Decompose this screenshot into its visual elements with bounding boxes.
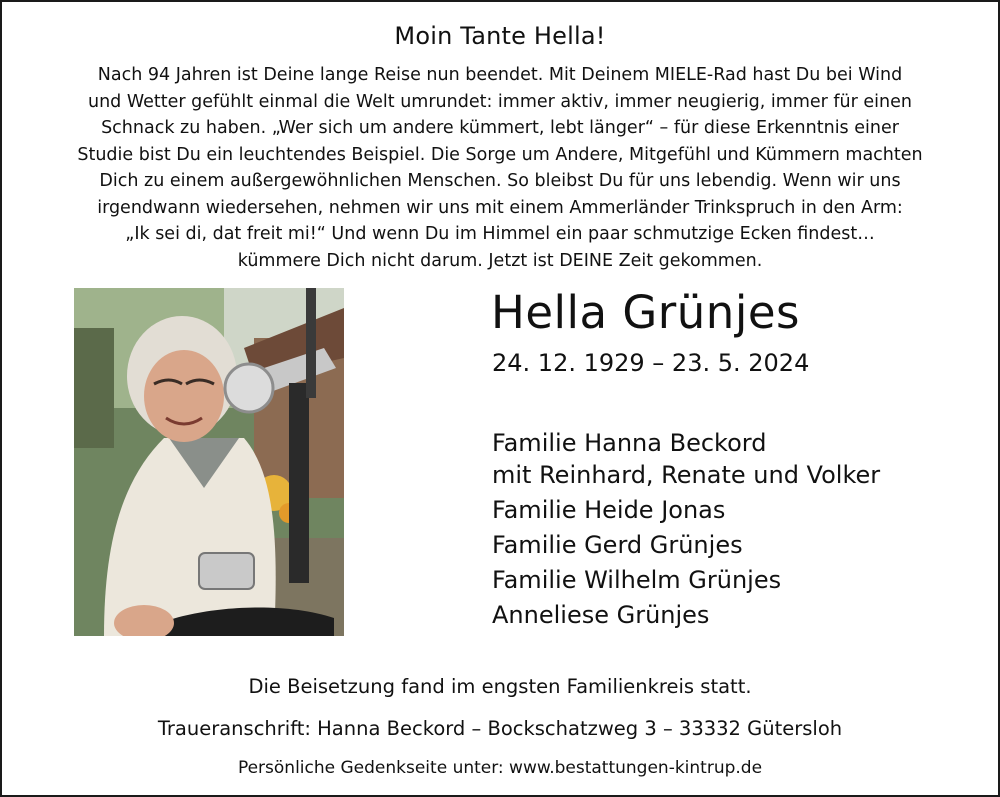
mourners-list <box>492 427 880 634</box>
mourner-name: Familie Hanna Beckord <box>492 429 767 457</box>
tribute-line: irgendwann wiedersehen, nehmen wir uns mit einem Ammerländer Trinkspruch in den Arm: <box>97 197 903 218</box>
tribute-line: Schnack zu haben. „Wer sich um andere kümmert, lebt länger“ – für diese Erkenntnis einer <box>101 118 899 138</box>
mourner-name: Anneliese Grünjes <box>492 601 710 629</box>
mourner-entry <box>492 529 880 561</box>
tribute-line: Studie bist Du ein leuchtendes Beispiel. Die Sorge um Andere, Mitgefühl und Kümmern machten <box>77 144 923 165</box>
mourner-entry <box>492 564 880 596</box>
memorial-page-link[interactable]: Persönliche Gedenkseite unter: www.bestattungen-kintrup.de <box>237 758 763 778</box>
greeting-heading: Moin Tante Hella! <box>394 22 606 50</box>
mourner-entry <box>492 599 880 631</box>
tribute-line: „Ik sei di, dat freit mi!“ Und wenn Du im Himmel ein paar schmutzige Ecken findest… <box>125 224 875 244</box>
burial-note: Die Beisetzung fand im engsten Familienkreis statt. <box>248 675 752 698</box>
mourner-members: mit Reinhard, Renate und Volker <box>492 461 881 489</box>
tribute-text <box>42 62 958 274</box>
mourning-address: Traueranschrift: Hanna Beckord – Bockschatzweg 3 – 33332 Gütersloh <box>157 717 843 740</box>
mourner-name: Familie Heide Jonas <box>492 496 726 524</box>
life-dates: 24. 12. 1929 – 23. 5. 2024 <box>492 349 810 377</box>
mourner-name: Familie Gerd Grünjes <box>492 531 743 559</box>
mourner-name: Familie Wilhelm Grünjes <box>492 566 782 594</box>
tribute-line: und Wetter gefühlt einmal die Welt umrundet: immer aktiv, immer neugierig, immer für einen <box>88 91 912 112</box>
tribute-line: Dich zu einem außergewöhnlichen Menschen. So bleibst Du für uns lebendig. Wenn wir uns <box>99 171 901 191</box>
tribute-line: Nach 94 Jahren ist Deine lange Reise nun beendet. Mit Deinem MIELE-Rad hast Du bei Wind <box>97 65 903 85</box>
portrait-illustration <box>74 288 344 636</box>
portrait-photo <box>74 288 344 636</box>
mourner-entry <box>492 427 880 491</box>
mourner-entry <box>492 494 880 526</box>
tribute-line: kümmere Dich nicht darum. Jetzt ist DEINE Zeit gekommen. <box>237 250 763 271</box>
deceased-name: Hella Grünjes <box>491 286 800 339</box>
